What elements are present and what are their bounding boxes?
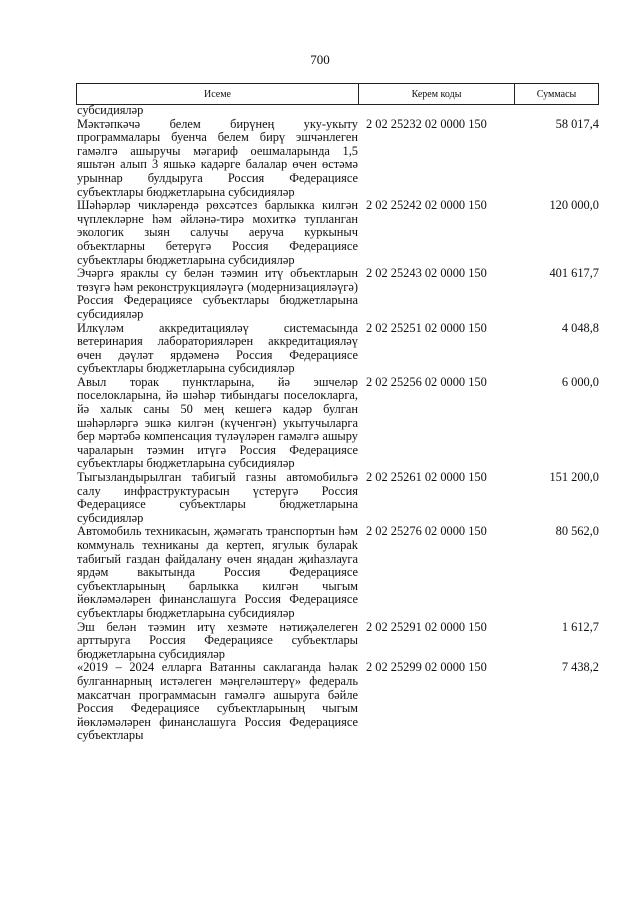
continuation-text: субсидияләр <box>77 103 144 117</box>
row-code: 2 02 25291 02 0000 150 <box>366 619 487 634</box>
row-code: 2 02 25261 02 0000 150 <box>366 470 487 485</box>
table-row <box>77 621 599 662</box>
row-sum: 80 562,0 <box>555 524 599 539</box>
row-sum: 401 617,7 <box>549 266 599 281</box>
row-sum: 7 438,2 <box>561 660 599 675</box>
row-name: Тыгызландырылган табигый газны автомобильгә салу инфраструктурасын үстерүгә Россия Федерациясе субъектлары бюджетларына субсидияләр <box>77 470 358 525</box>
row-sum: 151 200,0 <box>549 470 599 485</box>
row-name: Автомобиль техникасын, җәмәгать транспортын һәм коммуналь техниканы да кертеп, ягулык булараk табигый газдан файдалану өчен яңадан җиһазлауга ярдәм вакытында Россия Федерациясе субъектларының барлыкка килгән чыгым йөкләмәләрен финанслашуга Россия Федерациясе субъектлары бюджетларына субсидияләр <box>77 524 358 620</box>
row-name: Мәктәпкәчә белем бирүнең уку-укыту программалары буенча белем бирү эшчәнлеген гамәлгә ашыручы мәгариф оешмаларында 1,5 яшьтән алып 3 яшькә кадәрге балалар өчен өстәмә урыннар булдыруга Россия Федерациясе субъектлары бюджетларына субсидияләр <box>77 116 358 199</box>
table-header <box>76 83 599 105</box>
row-code: 2 02 25299 02 0000 150 <box>366 660 487 675</box>
row-name: Эш белән тәэмин итү хезмәте нәтиҗәлелеген арттыруга Россия Федерациясе субъектлары бюджетларына субсидияләр <box>77 619 358 661</box>
row-code: 2 02 25232 02 0000 150 <box>366 116 487 131</box>
table-row <box>77 471 599 525</box>
header-code: Керем коды <box>359 84 515 104</box>
header-sum: Суммасы <box>515 84 599 104</box>
row-name: Эчәргә яраклы су белән тәэмин итү объектларын төзүгә һәм реконструкцияләүгә (модернизацияләүгә) Россия Федерациясе субъектлары бюджетларына субсидияләр <box>77 266 358 321</box>
row-sum: 58 017,4 <box>555 116 599 131</box>
row-sum: 6 000,0 <box>561 374 599 389</box>
header-name: Исеме <box>76 84 359 104</box>
table-row <box>77 525 599 620</box>
table-row <box>77 376 599 471</box>
row-code: 2 02 25251 02 0000 150 <box>366 320 487 335</box>
table-body <box>77 104 599 743</box>
row-code: 2 02 25243 02 0000 150 <box>366 266 487 281</box>
row-name: Шәһәрләр чикләрендә рөхсәтсез барлыкка килгән чүплекләрне һәм әйләнә-тирә мохиткә тупланган экологик зыян салучы аеруча куркыныч объектларны бетерүгә Россия Федерациясе субъектлары бюджетларына субсидияләр <box>77 198 358 267</box>
row-name: «2019 – 2024 елларга Ватанны саклаганда һәлак булганнарның истәлеген мәңгеләштерү» федераль максатчан программасын гамәлгә ашыруга бәйле Россия Федерациясе субъектларының чыгым йөкләмәләрен финанслашуга Россия Федерациясе субъектлары <box>77 660 358 743</box>
row-code: 2 02 25256 02 0000 150 <box>366 374 487 389</box>
table-row <box>77 661 599 743</box>
table-row <box>77 199 599 267</box>
table-row <box>77 322 599 376</box>
row-code: 2 02 25242 02 0000 150 <box>366 198 487 213</box>
row-sum: 4 048,8 <box>561 320 599 335</box>
row-name: Илкүләм аккредитацияләү системасында ветеринария лабораторияләрен аккредитацияләү өчен дәүләт ярдәменә Россия Федерациясе субъектлары бюджетларына субсидияләр <box>77 320 358 376</box>
row-code: 2 02 25276 02 0000 150 <box>366 524 487 539</box>
row-sum: 120 000,0 <box>549 198 599 213</box>
row-sum: 1 612,7 <box>561 619 599 634</box>
table-row <box>77 267 599 321</box>
row-name: Авыл торак пунктларына, йә эшчеләр поселокларына, йә шәһәр тибындагы поселокларга, йә халык саны 50 мең кешегә кадәр булган шәһәрләргә эшкә килгән (күченгән) укытучыларга бер мәртәбә компенсация түләүләрен гамәлгә ашыру чараларын тәэмин итүгә Россия Федерациясе субъектлары бюджетларына субсидияләр <box>77 374 358 471</box>
page-number: 700 <box>310 52 330 67</box>
table-row <box>77 118 599 200</box>
